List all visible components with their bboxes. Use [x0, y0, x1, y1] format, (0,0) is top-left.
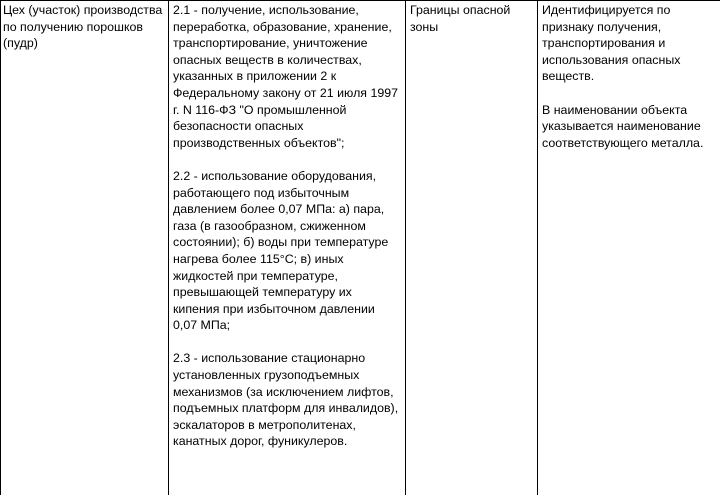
criterion-2-1: 2.1 - получение, использование, переработка, образование, хранение, транспортирование, уничтожение опасных веществ в количествах, указанных в приложении 2 к Федеральному закону от 21 июля 1997 г. N 116-ФЗ "О промышленной безопасности опасных производственных объектов"; — [173, 3, 399, 150]
column-divider-3 — [537, 1, 538, 495]
note-identification: Идентифицируется по признаку получения, транспортирования и использования опасных веществ. — [542, 3, 681, 84]
criterion-2-3: 2.3 - использование стационарно установленных грузоподъемных механизмов (за исключением лифтов, подъемных платформ для инвалидов), эскалаторов в метрополитенах, канатных дорог, фуникулеров. — [173, 351, 399, 449]
notes-cell — [537, 1, 720, 495]
table-border-left — [0, 1, 1, 495]
boundaries-cell — [405, 1, 537, 495]
criteria-cell — [168, 1, 405, 495]
object-name-cell — [0, 1, 168, 495]
criterion-2-2: 2.2 - использование оборудования, работающего под избыточным давлением более 0,07 МПа: а) пара, газа (в газообразном, сжиженном состоянии); б) воды при температуре нагрева более 115°С; в) иных жидкостей при температуре, превышающей температуру их кипения при избыточном давлении 0,07 МПа; — [173, 168, 389, 333]
note-metal-name: В наименовании объекта указывается наименование соответствующего металла. — [542, 102, 704, 150]
column-divider-1 — [168, 1, 169, 495]
boundaries-text: Границы опасной зоны — [410, 3, 511, 34]
paragraph-gap — [173, 151, 401, 168]
object-name-text: Цех (участок) производства по получению порошков (пудр) — [3, 3, 163, 51]
paragraph-gap — [542, 85, 716, 102]
paragraph-gap — [173, 334, 401, 351]
column-divider-2 — [405, 1, 406, 495]
